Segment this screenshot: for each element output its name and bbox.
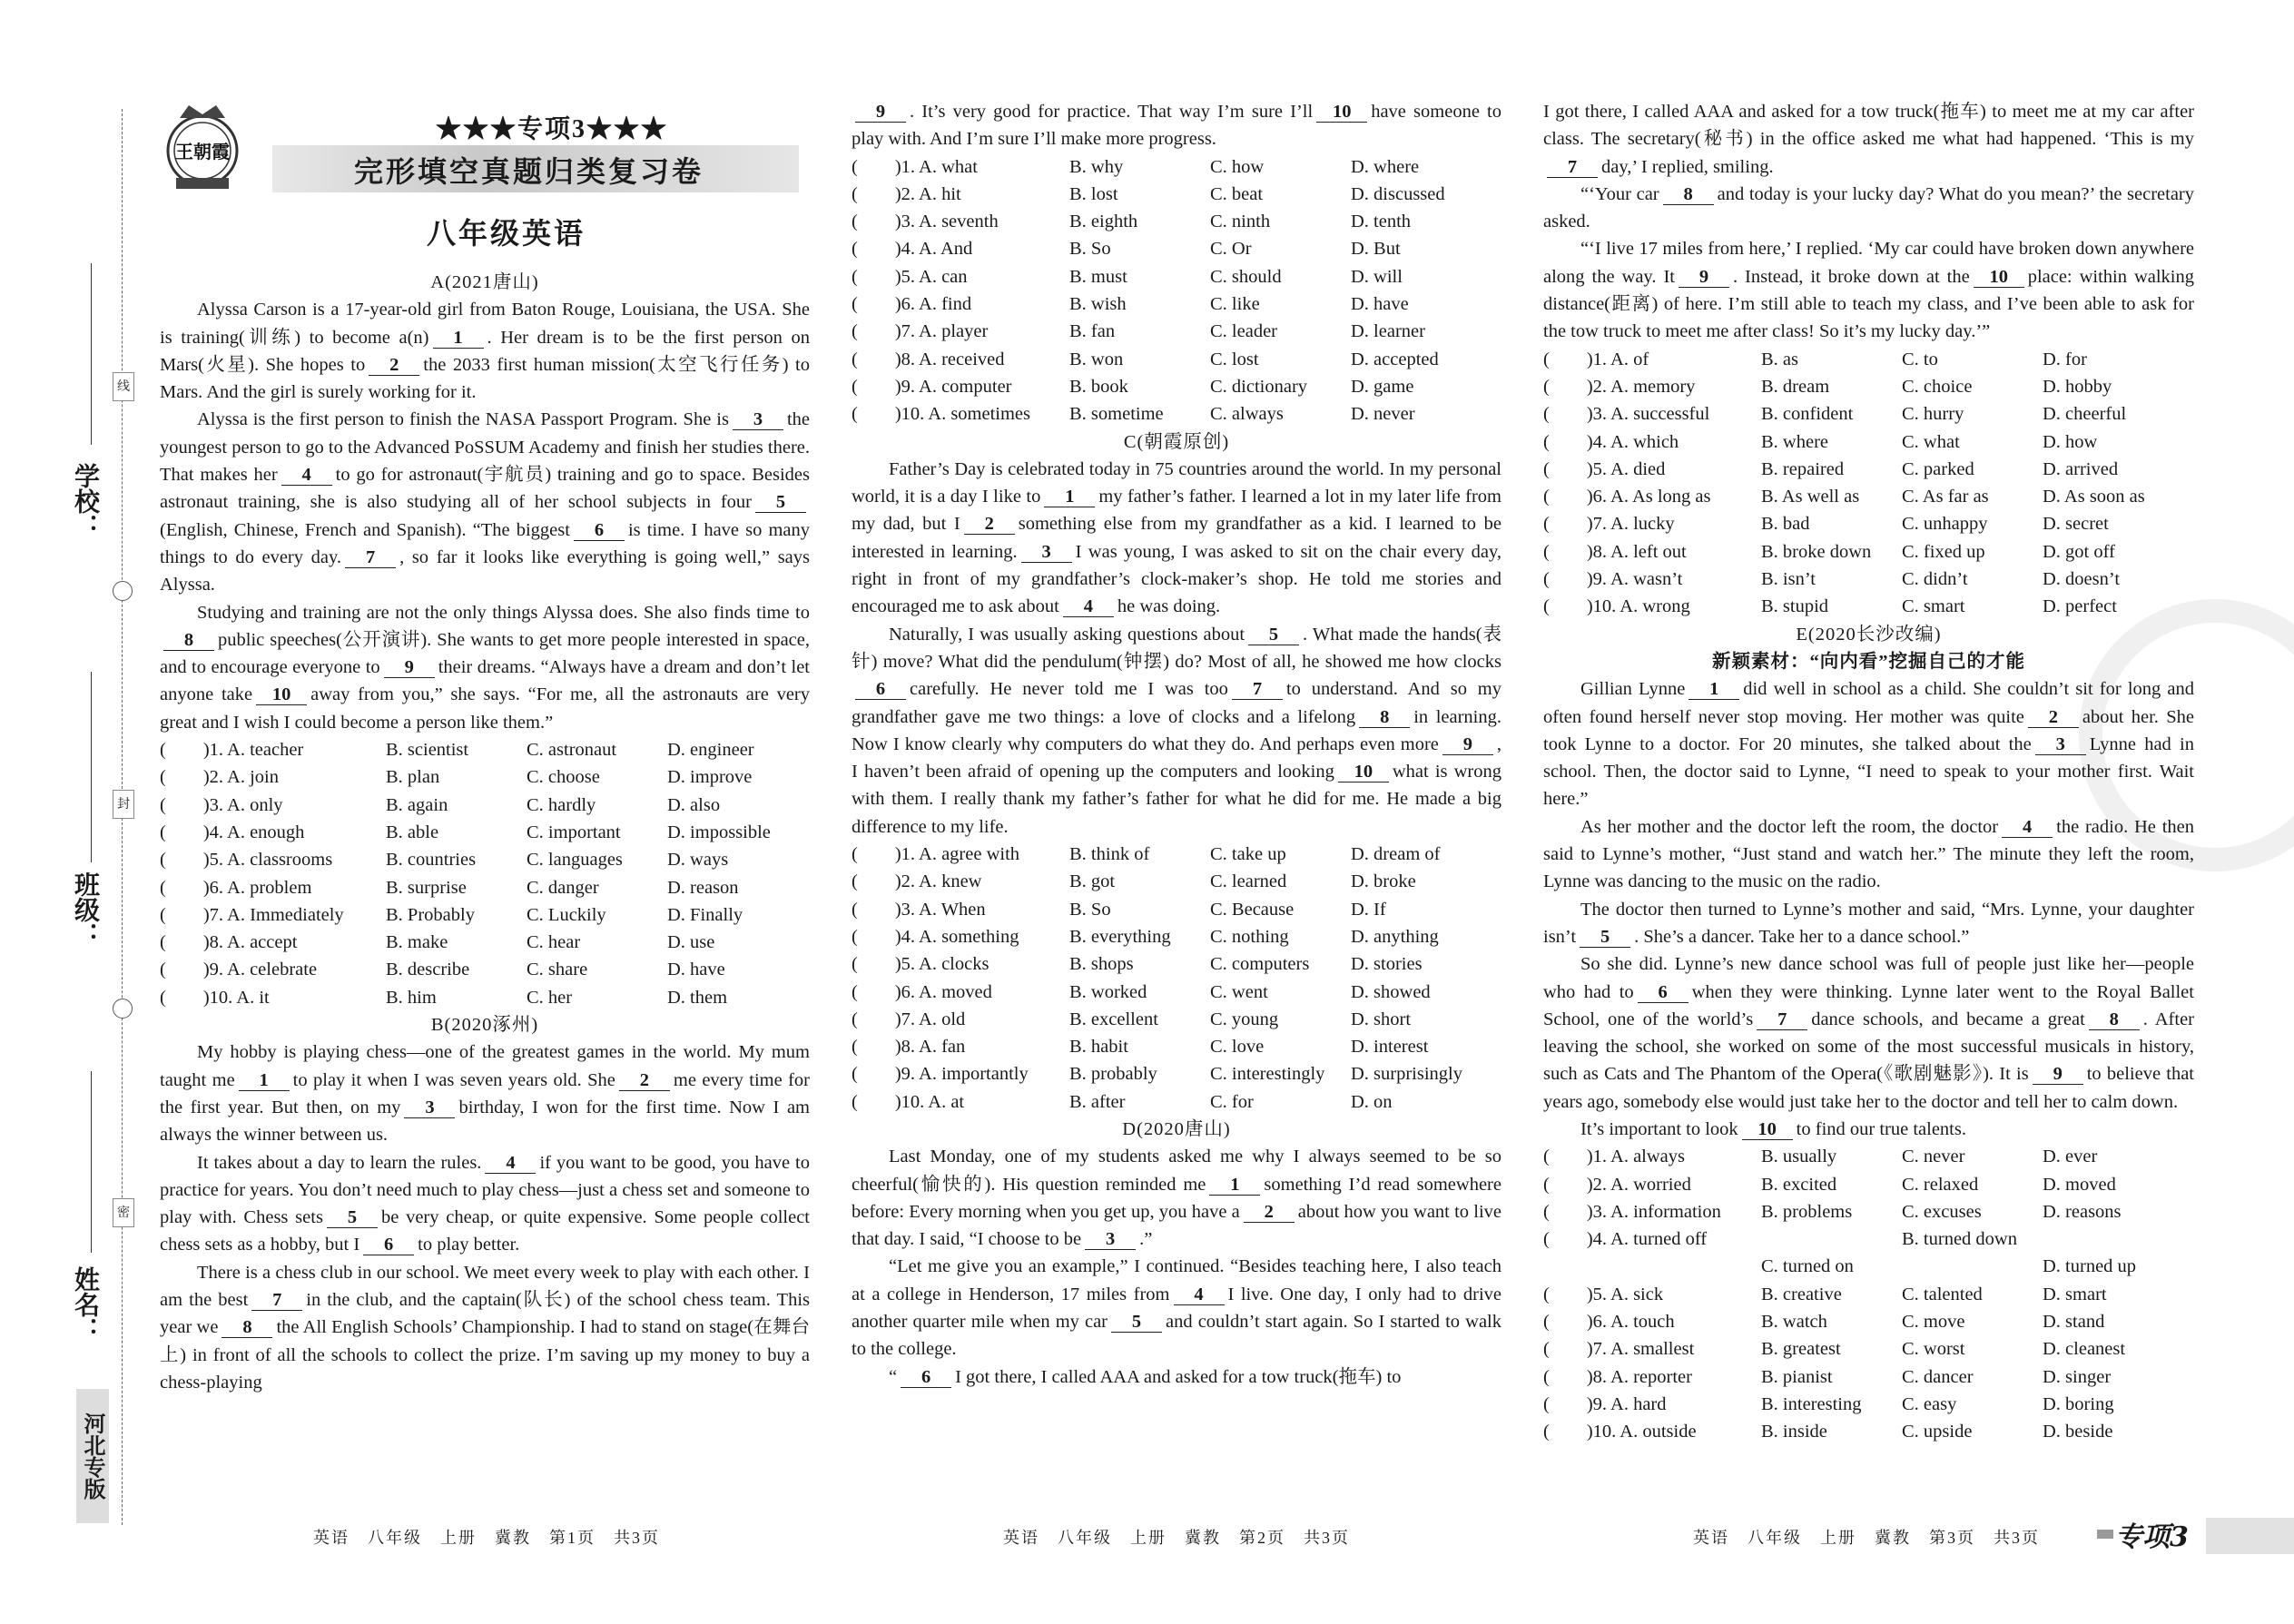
class-write-line[interactable]	[91, 672, 92, 862]
binding-mark-seal: 封	[113, 790, 134, 819]
blank[interactable]: 10	[1316, 102, 1367, 123]
option-row[interactable]: ( )4. A. turned off B. turned down	[1543, 1229, 2017, 1250]
section-e-para-3: The doctor then turned to Lynne’s mother and said, “Mrs. Lynne, your daughter isn’t 5 . She’s a dancer. Take her to a dance school.”	[1543, 899, 2194, 947]
blank[interactable]: 1	[1209, 1175, 1260, 1196]
blank[interactable]: 9	[384, 657, 435, 678]
binding-hole	[113, 581, 133, 601]
blank[interactable]: 10	[256, 684, 307, 705]
blank[interactable]: 8	[2089, 1009, 2140, 1030]
section-b-options	[852, 153, 1501, 428]
option-row[interactable]: ( )7. A. Immediately B. Probably C. Luckily D. Finally	[160, 904, 743, 925]
section-e-material: 新颖素材：“向内看”挖掘自己的才能	[1712, 651, 2025, 672]
binding-mark-line: 线	[113, 372, 134, 401]
blank[interactable]: 6	[363, 1235, 414, 1255]
blank[interactable]: 8	[163, 630, 214, 651]
blank[interactable]: 2	[1244, 1202, 1295, 1223]
section-c-heading: C(朝霞原创)	[1123, 431, 1230, 452]
blank[interactable]: 8	[1663, 184, 1714, 205]
blank[interactable]: 2	[2028, 707, 2079, 728]
blank[interactable]: 6	[1638, 982, 1689, 1003]
page-subtitle: 八年级英语	[427, 216, 586, 251]
footer-page-1: 英语 八年级 上册 冀教 第1页 共3页	[313, 1529, 660, 1547]
option-row[interactable]: ( )5. A. classrooms B. countries C. languages D. ways	[160, 850, 729, 871]
option-row[interactable]: ( )5. A. clocks B. shops C. computers D. stories	[852, 954, 1423, 975]
footer-page-3: 英语 八年级 上册 冀教 第3页 共3页	[1693, 1529, 2040, 1547]
option-row[interactable]: ( )7. A. player B. fan C. leader D. learner	[852, 321, 1425, 342]
blank[interactable]: 9	[1679, 267, 1729, 288]
blank[interactable]: 1	[433, 328, 484, 349]
option-row[interactable]: ( )6. A. As long as B. As well as C. As far as D. As soon as	[1543, 487, 2145, 507]
option-row[interactable]: ( )9. A. celebrate B. describe C. share D. have	[160, 960, 725, 980]
section-e-para-2: As her mother and the doctor left the room, the doctor 4 the radio. He then said to Lynne’s mother, “Just stand and watch her.” The minute they left the room, Lynne was dancing to the music on the radio.	[1543, 816, 2194, 892]
option-row[interactable]: ( )2. A. join B. plan C. choose D. improve	[160, 767, 753, 788]
binding-hole	[113, 999, 133, 1019]
section-a-options	[160, 736, 810, 1011]
section-c-options	[852, 841, 1501, 1116]
section-d-options	[1543, 346, 2194, 621]
topic-tag: 专项3	[2115, 1521, 2189, 1553]
class-label: 班级：	[71, 871, 101, 948]
option-row[interactable]: ( )2. A. memory B. dream C. choice D. hobby	[1543, 376, 2112, 397]
option-row[interactable]: ( )6. A. problem B. surprise C. danger D. reason	[160, 877, 739, 898]
option-row[interactable]: ( )5. A. died B. repaired C. parked D. arrived	[1543, 458, 2119, 479]
province-badge: 河北专版	[76, 1389, 109, 1523]
option-row[interactable]: ( )6. A. find B. wish C. like D. have	[852, 294, 1409, 315]
school-write-line[interactable]	[91, 263, 92, 445]
blank[interactable]: 2	[619, 1070, 670, 1091]
blank[interactable]: 1	[1689, 679, 1739, 700]
section-b-para-3: There is a chess club in our school. We meet every week to play with each other. I am the best 7 in the club, and the captain(队长) of the school chess team. This year we 8 the All English Schools’ Championship. I had to stand on stage(在舞台上) in front of all the schools to collect the prize. I’m saving up my money to buy a chess-playing	[160, 1262, 811, 1393]
blank[interactable]: 7	[1232, 679, 1283, 700]
section-c-para-1: Father’s Day is celebrated today in 75 countries around the world. In my personal world, it is a day I like to 1 my father’s father. I learned a lot in my later life from my dad, but I 2 something else from my grandfather as a kid. I learned to be interested in learning. 3 I was young, I was asked to sit on the chair every day, right in front of my grandfather’s clock-maker’s shop. He told me stories and encouraged me to ask about 4 he was doing.	[852, 458, 1502, 617]
blank[interactable]: 3	[733, 409, 783, 430]
option-row[interactable]: ( )3. A. only B. again C. hardly D. also	[160, 794, 721, 815]
blank[interactable]: 4	[2002, 817, 2053, 838]
option-row[interactable]: ( )10. A. it B. him C. her D. them	[160, 987, 728, 1008]
option-row[interactable]: ( )7. A. lucky B. bad C. unhappy D. secret	[1543, 514, 2109, 535]
section-b-para-1: My hobby is playing chess—one of the greatest games in the world. My mum taught me 1 to play it when I was seven years old. She 2 me every time for the first year. But then, on my 3 birthday, I won for the first time. Now I am always the winner between us.	[160, 1042, 810, 1146]
section-e-heading: E(2020长沙改编)	[1796, 624, 1942, 645]
column-2	[852, 98, 1501, 1391]
option-row[interactable]: C. turned on D. turned up	[1761, 1256, 2137, 1277]
blank[interactable]: 7	[251, 1290, 302, 1311]
option-row[interactable]: ( )8. A. accept B. make C. hear D. use	[160, 932, 715, 953]
option-row[interactable]: ( )6. A. touch B. watch C. move D. stand	[1543, 1312, 2105, 1333]
option-row[interactable]: ( )7. A. old B. excellent C. young D. short	[852, 1009, 1412, 1029]
section-d-para-3: I got there, I called AAA and asked for a tow truck(拖车) to meet me at my car after class. The secretary(秘书) in the office asked me what had happened. ‘This is my7 day,’ I replied, smiling.	[1543, 102, 2194, 177]
option-row[interactable]: ( )3. A. seventh B. eighth C. ninth D. tenth	[852, 212, 1412, 232]
blank[interactable]: 9	[855, 102, 906, 123]
section-a-para-1: Alyssa Carson is a 17-year-old girl from Baton Rouge, Louisiana, the USA. She is training(训练) to become a(n) 1 . Her dream is to be the first person on Mars(火星). She hopes to 2 the 2033 first human mission(太空飞行任务) to Mars. And the girl is surely working for it.	[160, 300, 811, 403]
section-b-para-2: It takes about a day to learn the rules. 4 if you want to be good, you have to practice for years. You don’t need much to play chess—just a chess set and someone to play with. Chess sets 5 be very cheap, or quite expensive. Some people collect chess sets as a hobby, but I 6 to play better.	[160, 1152, 810, 1255]
option-row[interactable]: ( )9. A. importantly B. probably C. interestingly D. surprisingly	[852, 1064, 1462, 1085]
blank[interactable]: 7	[345, 547, 396, 568]
blank[interactable]: 1	[1044, 487, 1095, 507]
option-row[interactable]: ( )2. A. hit B. lost C. beat D. discussed	[852, 183, 1445, 204]
blank[interactable]: 6	[901, 1367, 951, 1388]
option-row[interactable]: ( )9. A. computer B. book C. dictionary D. game	[852, 376, 1414, 397]
blank[interactable]: 4	[485, 1153, 536, 1174]
section-e-para-4: So she did. Lynne’s new dance school was full of people just like her—people who had to 6 when they were thinking. Lynne later went to the Royal Ballet School, one of the world’s 7 dance schools, and became a great 8 . After leaving the school, she worked on some of the most successful musicals in history, such as Cats and The Phantom of the Opera(《歌剧魅影》). It is 9 to believe that years ago, somebody else would just take her to the doctor and tell her to calm down.	[1543, 954, 2195, 1112]
blank[interactable]: 4	[1063, 596, 1114, 617]
blank[interactable]: 7	[1757, 1009, 1807, 1030]
blank[interactable]: 3	[2035, 734, 2086, 755]
blank[interactable]: 10	[1974, 267, 2024, 288]
section-e-para-1: Gillian Lynne 1 did well in school as a child. She couldn’t sit for long and often found herself never stop moving. Her mother was quite 2 about her. She took Lynne to a doctor. For 20 minutes, she talked about the 3 Lynne had in school. Then, the doctor said to Lynne, “I need to speak to your mother first. Wait here.”	[1543, 679, 2194, 810]
blank[interactable]: 10	[1742, 1119, 1793, 1140]
option-row[interactable]: ( )10. A. sometimes B. sometime C. always D. never	[852, 404, 1415, 425]
option-row[interactable]: ( )5. A. sick B. creative C. talented D. smart	[1543, 1284, 2107, 1304]
blank[interactable]: 5	[327, 1207, 378, 1228]
blank[interactable]: 9	[1442, 734, 1493, 755]
blank[interactable]: 8	[222, 1317, 272, 1338]
option-row[interactable]: ( )7. A. smallest B. greatest C. worst D. cleanest	[1543, 1339, 2126, 1360]
option-row[interactable]: ( )4. A. something B. everything C. nothing D. anything	[852, 926, 1439, 947]
blank[interactable]: 8	[1359, 707, 1410, 728]
blank[interactable]: 10	[1338, 762, 1389, 782]
option-row[interactable]: ( )1. A. agree with B. think of C. take up D. dream of	[852, 844, 1441, 865]
blank[interactable]: 5	[1580, 927, 1630, 948]
blank[interactable]: 5	[1248, 625, 1299, 645]
blank[interactable]: 3	[1021, 542, 1072, 563]
blank[interactable]: 7	[1547, 157, 1598, 178]
page-title: 完形填空真题归类复习卷	[354, 154, 704, 189]
column-1	[160, 269, 810, 1396]
section-a-para-3: Studying and training are not the only things Alyssa does. She also finds time to8 public speeches(公开演讲). She wants to get more people interested in space, and to encourage everyone to 9 their dreams. “Always have a dream and don’t let anyone take 10 away from you,” she says. “For me, all the astronauts are very great and I wish I could become a person like them.”	[160, 602, 810, 733]
section-b-heading: B(2020涿州)	[430, 1015, 539, 1036]
option-row[interactable]: ( )1. A. of B. as C. to D. for	[1543, 349, 2087, 369]
option-row[interactable]: ( )8. A. left out B. broke down C. fixed up D. got off	[1543, 541, 2115, 562]
blank[interactable]: 4	[281, 465, 332, 486]
section-d-para-4: “‘Your car 8 and today is your lucky day? What do you mean?’ the secretary asked.	[1543, 183, 2194, 232]
option-row[interactable]: ( )8. A. fan B. habit C. love D. interest	[852, 1037, 1429, 1058]
school-label: 学校：	[71, 463, 101, 539]
option-row[interactable]: ( )4. A. which B. where C. what D. how	[1543, 431, 2098, 452]
binding-mark-secret: 密	[113, 1198, 134, 1227]
option-row[interactable]: ( )9. A. hard B. interesting C. easy D. boring	[1543, 1393, 2114, 1414]
section-e-para-5: It’s important to look 10 to find our true talents.	[1580, 1118, 1966, 1139]
option-row[interactable]: ( )3. A. successful B. confident C. hurry D. cheerful	[1543, 404, 2127, 425]
section-d-para-1: Last Monday, one of my students asked me why I always seemed to be so cheerful(愉快的). His question reminded me 1 something I’d read somewhere before: Every morning when you get up, you have a 2 about how you want to live that day. I said, “I choose to be 3 .”	[852, 1147, 1501, 1250]
blank[interactable]: 3	[1085, 1229, 1136, 1250]
option-row[interactable]: ( )1. A. always B. usually C. never D. ever	[1543, 1147, 2098, 1167]
option-row[interactable]: ( )3. A. information B. problems C. excuses D. reasons	[1543, 1201, 2122, 1222]
series-label: ★★★专项3★★★	[436, 115, 669, 143]
blank[interactable]: 4	[1174, 1284, 1225, 1305]
section-b-para-4: 9 . It’s very good for practice. That way I’m sure I’ll 10 have someone to play with. And I’m sure I’ll make more progress.	[852, 102, 1501, 150]
option-row[interactable]: ( )4. A. And B. So C. Or D. But	[852, 239, 1401, 260]
section-a-heading: A(2021唐山)	[430, 272, 539, 292]
blank[interactable]: 5	[1111, 1312, 1162, 1333]
footer-page-2: 英语 八年级 上册 冀教 第2页 共3页	[1003, 1529, 1350, 1547]
option-row[interactable]: ( )9. A. wasn’t B. isn’t C. didn’t D. doesn’t	[1543, 569, 2121, 590]
option-row[interactable]: ( )8. A. reporter B. pianist C. dancer D. singer	[1543, 1366, 2112, 1387]
option-row[interactable]: ( )6. A. moved B. worked C. went D. showed	[852, 981, 1431, 1002]
blank[interactable]: 5	[755, 492, 806, 513]
column-3	[1543, 98, 2194, 1446]
section-d-para-5: “‘I live 17 miles from here,’ I replied. ‘My car could have broken down anywhere along the way. It 9 . Instead, it broke down at the 10 place: within walking distance(距离) of here. I’m still able to teach my class, and I’ve been able to ask for the tow truck to meet me after class! So it’s my lucky day.’”	[1543, 239, 2194, 342]
blank[interactable]: 6	[574, 520, 625, 541]
blank[interactable]: 3	[404, 1097, 455, 1118]
option-row[interactable]: ( )4. A. enough B. able C. important D. impossible	[160, 822, 771, 842]
section-c-para-2: Naturally, I was usually asking questions about 5 . What made the hands(表针) move? What did the pendulum(钟摆) do? Most of all, he showed me how clocks6 carefully. He never told me I was too 7 to understand. And so my grandfather gave me two things: a love of clocks and a lifelong 8 in learning. Now I know clearly why computers do what they do. And perhaps even more 9 , I haven’t been afraid of opening up the computers and looking 10 what is wrong with them. I really thank my father’s father for what he did for me. He made a big difference to my life.	[852, 624, 1501, 837]
section-d-para-3-start: “ 6 I got there, I called AAA and asked for a tow truck(拖车) to	[889, 1366, 1402, 1387]
option-row[interactable]: ( )10. A. wrong B. stupid C. smart D. perfect	[1543, 596, 2117, 617]
blank[interactable]: 9	[2033, 1064, 2083, 1085]
option-row[interactable]: ( )8. A. received B. won C. lost D. accepted	[852, 349, 1439, 369]
blank[interactable]: 2	[964, 514, 1015, 535]
name-label: 姓名：	[71, 1266, 101, 1343]
name-write-line[interactable]	[91, 1071, 92, 1253]
option-row[interactable]: ( )3. A. When B. So C. Because D. If	[852, 899, 1386, 920]
option-row[interactable]: ( )2. A. knew B. got C. learned D. broke	[852, 871, 1416, 892]
section-d-heading: D(2020唐山)	[1122, 1118, 1231, 1139]
option-row[interactable]: ( )10. A. at B. after C. for D. on	[852, 1091, 1393, 1112]
blank[interactable]: 2	[369, 355, 419, 376]
blank[interactable]: 6	[855, 679, 906, 700]
section-a-para-2: Alyssa is the first person to finish the NASA Passport Program. She is 3 the youngest person to go to the Advanced PoSSUM Academy and finish her studies there. That makes her 4 to go for astronaut(宇航员) training and go to space. Besides astronaut training, she is also studying all of her school subjects in four 5(English, Chinese, French and Spanish). “The biggest 6 is time. I have so many things to do every day. 7 , so far it looks like everything is going well,” says Alyssa.	[160, 409, 811, 595]
option-row[interactable]: ( )1. A. teacher B. scientist C. astronaut D. engineer	[160, 740, 754, 761]
svg-text:王朝霞: 王朝霞	[175, 141, 230, 162]
option-row[interactable]: ( )2. A. worried B. excited C. relaxed D. moved	[1543, 1174, 2116, 1195]
blank[interactable]: 1	[239, 1070, 290, 1091]
publisher-logo	[163, 98, 241, 198]
tag-dots	[2097, 1530, 2113, 1539]
option-row[interactable]: ( )1. A. what B. why C. how D. where	[852, 156, 1420, 177]
tag-bar	[2206, 1518, 2294, 1554]
section-d-para-2: “Let me give you an example,” I continued. “Besides teaching here, I also teach at a college in Henderson, 17 miles from 4 I live. One day, I only had to drive another quarter mile when my car 5 and couldn’t start again. So I started to walk to the college.	[852, 1256, 1501, 1360]
option-row[interactable]: ( )10. A. outside B. inside C. upside D. beside	[1543, 1422, 2113, 1442]
section-e-options	[1543, 1143, 2194, 1445]
option-row[interactable]: ( )5. A. can B. must C. should D. will	[852, 266, 1403, 287]
